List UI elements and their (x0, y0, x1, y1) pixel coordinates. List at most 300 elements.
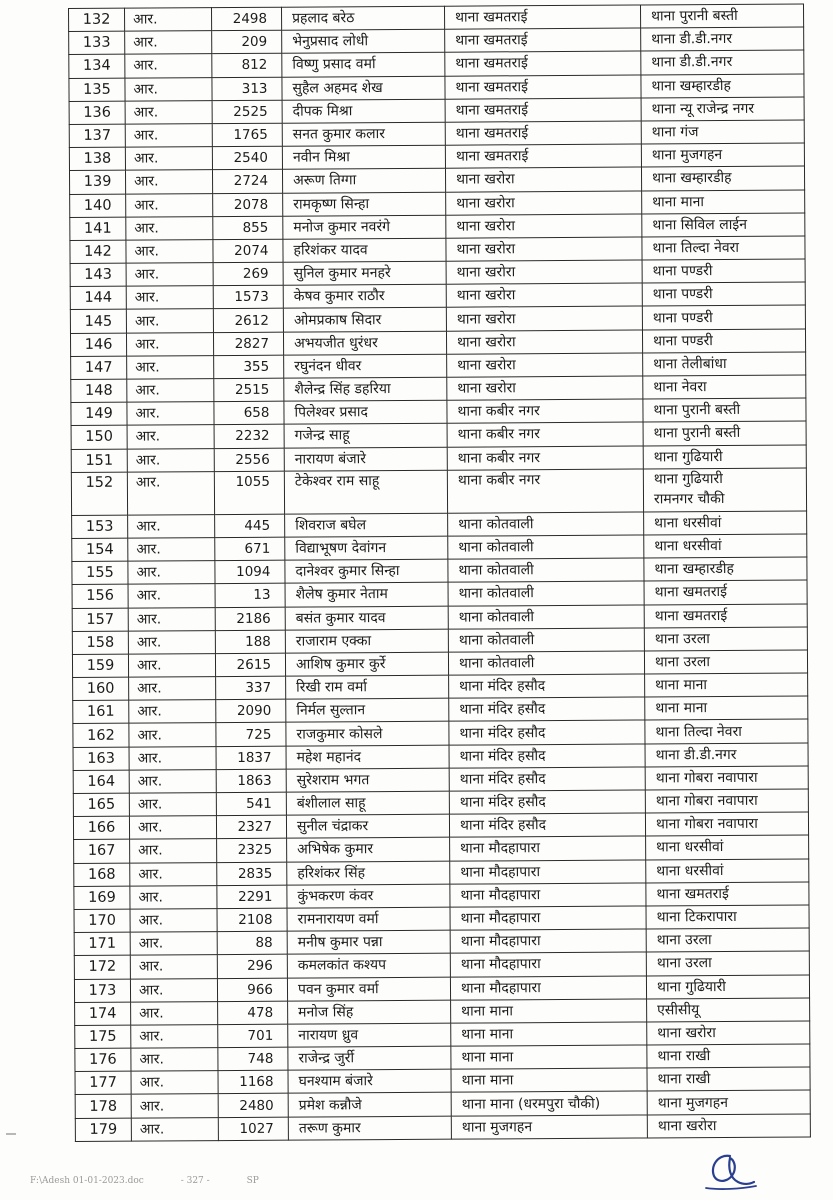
badge-number-cell: 2556 (214, 448, 284, 472)
rank-cell: आर. (127, 448, 214, 472)
serial-number-cell: 143 (70, 263, 126, 287)
serial-number-cell: 149 (71, 402, 127, 426)
new-posting-cell: थाना गुढियारी (646, 974, 809, 998)
rank-cell: आर. (125, 170, 212, 194)
current-posting-cell: थाना खरोरा (446, 306, 642, 330)
new-posting-cell: थाना पण्डरी (642, 259, 805, 283)
serial-number-cell: 145 (70, 310, 126, 334)
badge-number-cell: 1055 (214, 471, 284, 514)
current-posting-cell: थाना कोतवाली (448, 558, 644, 582)
name-cell: रघुनंदन धीवर (284, 354, 447, 378)
name-cell: दानेश्वर कुमार सिन्हा (285, 559, 448, 583)
table-body (69, 4, 811, 1141)
current-posting-cell: थाना मंदिर हसौद (449, 744, 645, 768)
serial-number-cell: 173 (74, 979, 130, 1003)
rank-cell: आर. (129, 700, 216, 724)
serial-number-cell: 171 (74, 932, 130, 956)
new-posting-cell: थाना खरोरा (647, 1114, 810, 1138)
rank-cell: आर. (130, 885, 217, 909)
serial-number-cell: 136 (69, 101, 125, 125)
document-sheet (68, 4, 810, 1142)
current-posting-cell: थाना खमतराई (445, 28, 641, 52)
rank-cell: आर. (126, 263, 213, 287)
rank-cell: आर. (128, 653, 215, 677)
badge-number-cell: 541 (216, 792, 286, 816)
badge-number-cell: 2074 (213, 239, 283, 263)
current-posting-cell: थाना खमतराई (445, 144, 641, 168)
current-posting-cell: थाना कबीर नगर (447, 446, 643, 470)
rank-cell: आर. (128, 538, 215, 562)
name-cell: सुरेशराम भगत (286, 768, 449, 792)
badge-number-cell: 748 (218, 1047, 288, 1071)
name-cell: ओमप्रकाष सिदार (283, 308, 446, 332)
rank-cell: आर. (131, 1048, 218, 1072)
rank-cell: आर. (126, 193, 213, 217)
transfer-table (68, 4, 811, 1142)
serial-number-cell: 156 (72, 584, 128, 608)
name-cell: शैलेन्द्र सिंह डहरिया (284, 377, 447, 401)
current-posting-cell: थाना खरोरा (446, 190, 642, 214)
new-posting-cell: थाना गोबरा नवापारा (645, 812, 808, 836)
badge-number-cell: 701 (218, 1024, 288, 1048)
name-cell: नवीन मिश्रा (282, 145, 445, 169)
current-posting-cell: थाना मंदिर हसौद (449, 790, 645, 814)
current-posting-cell: थाना मुजगहन (451, 1115, 647, 1139)
rank-cell: आर. (131, 1024, 218, 1048)
serial-number-cell: 150 (71, 426, 127, 450)
rank-cell: आर. (129, 816, 216, 840)
serial-number-cell: 140 (70, 194, 126, 218)
rank-cell: आर. (131, 1001, 218, 1025)
serial-number-cell: 138 (69, 147, 125, 171)
current-posting-cell: थाना माना (451, 1068, 647, 1092)
rank-cell: आर. (128, 607, 215, 631)
rank-cell: आर. (125, 147, 212, 171)
current-posting-cell: थाना कोतवाली (448, 512, 644, 536)
name-cell: नारायण बंजारे (284, 447, 447, 471)
new-posting-cell: थाना डी.डी.नगर (641, 27, 804, 51)
rank-cell: आर. (129, 746, 216, 770)
badge-number-cell: 2540 (212, 146, 282, 170)
serial-number-cell: 144 (70, 286, 126, 310)
name-cell: राजेन्द्र जुर्री (288, 1046, 451, 1070)
rank-cell: आर. (130, 932, 217, 956)
current-posting-cell: थाना खरोरा (446, 237, 642, 261)
serial-number-cell: 178 (75, 1095, 131, 1119)
serial-number-cell: 133 (69, 31, 125, 55)
rank-cell: आर. (125, 124, 212, 148)
name-cell: महेश महानंद (286, 745, 449, 769)
rank-cell: आर. (127, 471, 214, 515)
new-posting-cell: थाना धरसीवां (646, 835, 809, 859)
badge-number-cell: 2515 (214, 378, 284, 402)
new-posting-cell: थाना तिल्दा नेवरा (645, 719, 808, 743)
page-footer (30, 1176, 450, 1186)
name-cell: मनीष कुमार पन्ना (287, 930, 450, 954)
new-posting-cell: थाना पण्डरी (642, 329, 805, 353)
rank-cell: आर. (130, 978, 217, 1002)
name-cell: नारायण ध्रुव (288, 1023, 451, 1047)
scan-mark (6, 1133, 16, 1135)
serial-number-cell: 172 (74, 955, 130, 979)
rank-cell: आर. (128, 584, 215, 608)
badge-number-cell: 478 (218, 1001, 288, 1025)
serial-number-cell: 141 (70, 217, 126, 241)
current-posting-cell: थाना माना (451, 999, 647, 1023)
badge-number-cell: 296 (217, 954, 287, 978)
serial-number-cell: 170 (74, 909, 130, 933)
name-cell: सनत कुमार कलार (282, 122, 445, 146)
badge-number-cell: 1168 (218, 1070, 288, 1094)
badge-number-cell: 445 (215, 514, 285, 538)
new-posting-cell: थाना गोबरा नवापारा (645, 766, 808, 790)
current-posting-cell: थाना खरोरा (446, 330, 642, 354)
rank-cell: आर. (127, 379, 214, 403)
current-posting-cell: थाना कोतवाली (448, 604, 644, 628)
serial-number-cell: 137 (69, 124, 125, 148)
signature-icon (700, 1148, 760, 1192)
new-posting-cell (643, 468, 806, 512)
name-cell: विष्णु प्रसाद वर्मा (282, 53, 445, 77)
badge-number-cell: 2612 (213, 309, 283, 333)
current-posting-cell: थाना कबीर नगर (447, 399, 643, 423)
badge-number-cell: 2186 (215, 607, 285, 631)
new-posting-cell: थाना राखी (647, 1067, 810, 1091)
badge-number-cell: 88 (217, 931, 287, 955)
new-posting-cell: थाना गुढियारी (643, 445, 806, 469)
new-posting-cell: थाना न्यू राजेन्द्र नगर (641, 97, 804, 121)
name-cell: टेकेश्वर राम साहू (284, 470, 447, 514)
badge-number-cell: 2325 (217, 839, 287, 863)
table-row (71, 468, 806, 515)
new-posting-cell: थाना मुजगहन (647, 1090, 810, 1114)
rank-cell: आर. (128, 561, 215, 585)
new-posting-cell: एसीसीयू (647, 998, 810, 1022)
current-posting-cell: थाना माना (451, 1022, 647, 1046)
badge-number-cell: 2615 (215, 653, 285, 677)
new-posting-cell: थाना तिल्दा नेवरा (642, 236, 805, 260)
name-cell: राजकुमार कोसले (286, 722, 449, 746)
name-cell: अरूण तिग्गा (282, 169, 445, 193)
serial-number-cell: 151 (71, 449, 127, 473)
serial-number-cell: 164 (73, 770, 129, 794)
name-cell: मनोज सिंह (288, 1000, 451, 1024)
serial-number-cell: 166 (73, 816, 129, 840)
serial-number-cell: 148 (71, 379, 127, 403)
name-cell: प्रहलाद बरेठ (281, 6, 444, 30)
new-posting-cell: थाना माना (642, 190, 805, 214)
new-posting-cell: थाना उरला (646, 928, 809, 952)
current-posting-cell: थाना कोतवाली (448, 651, 644, 675)
name-cell: घनश्याम बंजारे (288, 1069, 451, 1093)
rank-cell: आर. (131, 1117, 218, 1141)
badge-number-cell: 966 (217, 978, 287, 1002)
current-posting-cell: थाना खरोरा (446, 260, 642, 284)
rank-cell: आर. (129, 723, 216, 747)
badge-number-cell: 2090 (216, 699, 286, 723)
new-posting-cell: थाना खमतराई (644, 603, 807, 627)
name-cell: कमलकांत कश्यप (287, 953, 450, 977)
serial-number-cell: 175 (75, 1025, 131, 1049)
badge-number-cell: 2232 (214, 425, 284, 449)
badge-number-cell: 337 (216, 676, 286, 700)
badge-number-cell: 1573 (213, 285, 283, 309)
current-posting-cell: थाना मौदहापारा (450, 906, 646, 930)
current-posting-cell: थाना कोतवाली (448, 535, 644, 559)
current-posting-cell: थाना मंदिर हसौद (449, 767, 645, 791)
rank-cell: आर. (130, 909, 217, 933)
rank-cell: आर. (125, 54, 212, 78)
serial-number-cell: 155 (72, 561, 128, 585)
new-posting-cell: थाना उरला (644, 650, 807, 674)
current-posting-cell: थाना मंदिर हसौद (449, 813, 645, 837)
new-posting-cell: थाना धरसीवां (644, 511, 807, 535)
rank-cell: आर. (127, 355, 214, 379)
badge-number-cell: 2525 (212, 100, 282, 124)
new-posting-cell: थाना पण्डरी (642, 305, 805, 329)
current-posting-cell: थाना मौदहापारा (450, 836, 646, 860)
current-posting-cell: थाना माना (धरमपुरा चौकी) (451, 1091, 647, 1115)
name-cell: निर्मल सुल्तान (286, 698, 449, 722)
serial-number-cell: 158 (72, 631, 128, 655)
new-posting-cell: थाना सिविल लाईन (642, 213, 805, 237)
serial-number-cell: 134 (69, 55, 125, 79)
current-posting-cell: थाना खरोरा (447, 353, 643, 377)
rank-cell: आर. (126, 309, 213, 333)
serial-number-cell: 157 (72, 608, 128, 632)
rank-cell: आर. (127, 425, 214, 449)
new-posting-cell: थाना धरसीवां (644, 534, 807, 558)
current-posting-cell: थाना मौदहापारा (450, 975, 646, 999)
badge-number-cell: 2108 (217, 908, 287, 932)
badge-number-cell: 355 (214, 355, 284, 379)
badge-number-cell: 1027 (218, 1117, 288, 1141)
serial-number-cell: 139 (69, 170, 125, 194)
badge-number-cell: 2827 (213, 332, 283, 356)
name-cell: रामकृष्ण सिन्हा (283, 192, 446, 216)
name-cell: हरिशंकर सिंह (287, 861, 450, 885)
rank-cell: आर. (125, 31, 212, 55)
new-posting-cell: थाना पण्डरी (642, 282, 805, 306)
footer-page-number: - 327 - (180, 1176, 210, 1186)
current-posting-cell: थाना मौदहापारा (450, 883, 646, 907)
name-cell: गजेन्द्र साहू (284, 424, 447, 448)
name-cell: रिखी राम वर्मा (286, 675, 449, 699)
rank-cell: आर. (125, 8, 212, 32)
name-cell: अभयजीत धुरंधर (283, 331, 446, 355)
new-posting-cell: थाना खम्हारडीह (644, 557, 807, 581)
new-posting-cell: थाना तेलीबांधा (643, 352, 806, 376)
rank-cell: आर. (126, 216, 213, 240)
serial-number-cell: 168 (74, 863, 130, 887)
serial-number-cell: 159 (72, 654, 128, 678)
new-posting-subline: रामनगर चौकी (653, 490, 725, 508)
current-posting-cell: थाना खरोरा (446, 283, 642, 307)
current-posting-cell: थाना खरोरा (447, 376, 643, 400)
badge-number-cell: 188 (215, 630, 285, 654)
name-cell: तरूण कुमार (288, 1116, 451, 1140)
rank-cell: आर. (130, 955, 217, 979)
serial-number-cell: 146 (70, 333, 126, 357)
badge-number-cell: 2724 (212, 170, 282, 194)
badge-number-cell: 855 (213, 216, 283, 240)
name-cell: पिलेश्वर प्रसाद (284, 400, 447, 424)
current-posting-cell: थाना कबीर नगर (447, 469, 643, 513)
current-posting-cell: थाना मंदिर हसौद (449, 697, 645, 721)
name-cell: सुहैल अहमद शेख (282, 76, 445, 100)
name-cell: कुंभकरण कंवर (287, 884, 450, 908)
new-posting-cell: थाना पुरानी बस्ती (643, 398, 806, 422)
badge-number-cell: 209 (212, 30, 282, 54)
name-cell: शैलेष कुमार नेताम (285, 583, 448, 607)
new-posting-cell: थाना टिकरापारा (646, 905, 809, 929)
name-cell: आशिष कुमार कुर्रे (285, 652, 448, 676)
name-cell: अभिषेक कुमार (287, 838, 450, 862)
rank-cell: आर. (126, 332, 213, 356)
rank-cell: आर. (126, 239, 213, 263)
badge-number-cell: 2835 (217, 862, 287, 886)
badge-number-cell: 269 (213, 262, 283, 286)
badge-number-cell: 2498 (212, 7, 282, 31)
rank-cell: आर. (131, 1094, 218, 1118)
serial-number-cell: 176 (75, 1048, 131, 1072)
new-posting-cell: थाना माना (645, 696, 808, 720)
current-posting-cell: थाना मंदिर हसौद (449, 720, 645, 744)
serial-number-cell: 142 (70, 240, 126, 264)
name-cell: बंशीलाल साहू (286, 791, 449, 815)
serial-number-cell: 160 (73, 677, 129, 701)
rank-cell: आर. (129, 769, 216, 793)
name-cell: रामनारायण वर्मा (287, 907, 450, 931)
badge-number-cell: 725 (216, 723, 286, 747)
name-cell: सुनील चंद्राकर (286, 814, 449, 838)
table-row (75, 1114, 810, 1142)
badge-number-cell: 658 (214, 401, 284, 425)
new-posting-cell: थाना राखी (647, 1044, 810, 1068)
badge-number-cell: 2327 (216, 815, 286, 839)
new-posting-cell: थाना पुरानी बस्ती (643, 421, 806, 445)
current-posting-cell: थाना खमतराई (445, 75, 641, 99)
current-posting-cell: थाना खरोरा (445, 167, 641, 191)
name-cell: मनोज कुमार नवरंगे (283, 215, 446, 239)
new-posting-cell: थाना मुजगहन (641, 143, 804, 167)
name-cell: हरिशंकर यादव (283, 238, 446, 262)
rank-cell: आर. (128, 630, 215, 654)
rank-cell: आर. (130, 862, 217, 886)
serial-number-cell: 169 (74, 886, 130, 910)
rank-cell: आर. (129, 677, 216, 701)
new-posting-cell: थाना खमतराई (644, 580, 807, 604)
serial-number-cell: 153 (72, 515, 128, 539)
badge-number-cell: 671 (215, 537, 285, 561)
footer-mark: SP (246, 1176, 259, 1186)
current-posting-cell: थाना मौदहापारा (450, 860, 646, 884)
name-cell: दीपक मिश्रा (282, 99, 445, 123)
serial-number-cell: 135 (69, 78, 125, 102)
badge-number-cell: 812 (212, 54, 282, 78)
badge-number-cell: 1094 (215, 560, 285, 584)
badge-number-cell: 2480 (218, 1094, 288, 1118)
rank-cell: आर. (125, 100, 212, 124)
current-posting-cell: थाना माना (451, 1045, 647, 1069)
serial-number-cell: 152 (71, 472, 127, 515)
new-posting-cell: थाना नेवरा (643, 375, 806, 399)
badge-number-cell: 13 (215, 583, 285, 607)
rank-cell: आर. (129, 793, 216, 817)
current-posting-cell: थाना कोतवाली (448, 581, 644, 605)
rank-cell: आर. (126, 286, 213, 310)
new-posting-line: थाना गुढियारी (653, 470, 723, 488)
serial-number-cell: 179 (75, 1118, 131, 1142)
current-posting-cell: थाना मौदहापारा (450, 952, 646, 976)
new-posting-cell: थाना पुरानी बस्ती (640, 4, 803, 28)
new-posting-cell: थाना खमतराई (646, 882, 809, 906)
new-posting-cell: थाना खरोरा (647, 1021, 810, 1045)
serial-number-cell: 161 (73, 700, 129, 724)
serial-number-cell: 177 (75, 1071, 131, 1095)
badge-number-cell: 1863 (216, 769, 286, 793)
name-cell: पवन कुमार वर्मा (287, 977, 450, 1001)
new-posting-cell: थाना उरला (644, 627, 807, 651)
footer-file-name: F:\Adesh 01-01-2023.doc (30, 1176, 144, 1186)
current-posting-cell: थाना खमतराई (445, 121, 641, 145)
name-cell: विद्याभूषण देवांगन (285, 536, 448, 560)
new-posting-cell: थाना खम्हारडीह (641, 166, 804, 190)
name-cell: केषव कुमार राठौर (283, 284, 446, 308)
serial-number-cell: 132 (69, 8, 125, 32)
current-posting-cell: थाना खरोरा (446, 214, 642, 238)
serial-number-cell: 174 (75, 1002, 131, 1026)
current-posting-cell: थाना मंदिर हसौद (449, 674, 645, 698)
new-posting-cell: थाना माना (645, 673, 808, 697)
rank-cell: आर. (131, 1071, 218, 1095)
badge-number-cell: 2291 (217, 885, 287, 909)
current-posting-cell: थाना मौदहापारा (450, 929, 646, 953)
badge-number-cell: 1765 (212, 123, 282, 147)
current-posting-cell: थाना खमतराई (444, 5, 640, 29)
new-posting-cell: थाना धरसीवां (646, 859, 809, 883)
current-posting-cell: थाना खमतराई (445, 98, 641, 122)
new-posting-cell: थाना गंज (641, 120, 804, 144)
current-posting-cell: थाना कोतवाली (448, 628, 644, 652)
serial-number-cell: 163 (73, 747, 129, 771)
rank-cell: आर. (128, 514, 215, 538)
rank-cell: आर. (127, 402, 214, 426)
new-posting-cell: थाना डी.डी.नगर (641, 50, 804, 74)
serial-number-cell: 167 (74, 840, 130, 864)
serial-number-cell: 147 (71, 356, 127, 380)
new-posting-cell: थाना उरला (646, 951, 809, 975)
name-cell: राजाराम एक्का (285, 629, 448, 653)
badge-number-cell: 2078 (213, 193, 283, 217)
name-cell: भेनुप्रसाद लोधी (282, 29, 445, 53)
name-cell: सुनिल कुमार मनहरे (283, 261, 446, 285)
current-posting-cell: थाना कबीर नगर (447, 422, 643, 446)
serial-number-cell: 162 (73, 724, 129, 748)
new-posting-cell: थाना गोबरा नवापारा (645, 789, 808, 813)
name-cell: शिवराज बघेल (285, 513, 448, 537)
serial-number-cell: 154 (72, 538, 128, 562)
badge-number-cell: 1837 (216, 746, 286, 770)
new-posting-cell: थाना डी.डी.नगर (645, 743, 808, 767)
badge-number-cell: 313 (212, 77, 282, 101)
serial-number-cell: 165 (73, 793, 129, 817)
rank-cell: आर. (125, 77, 212, 101)
rank-cell: आर. (130, 839, 217, 863)
name-cell: प्रमेश कन्नौजे (288, 1093, 451, 1117)
new-posting-cell: थाना खम्हारडीह (641, 74, 804, 98)
current-posting-cell: थाना खमतराई (445, 51, 641, 75)
